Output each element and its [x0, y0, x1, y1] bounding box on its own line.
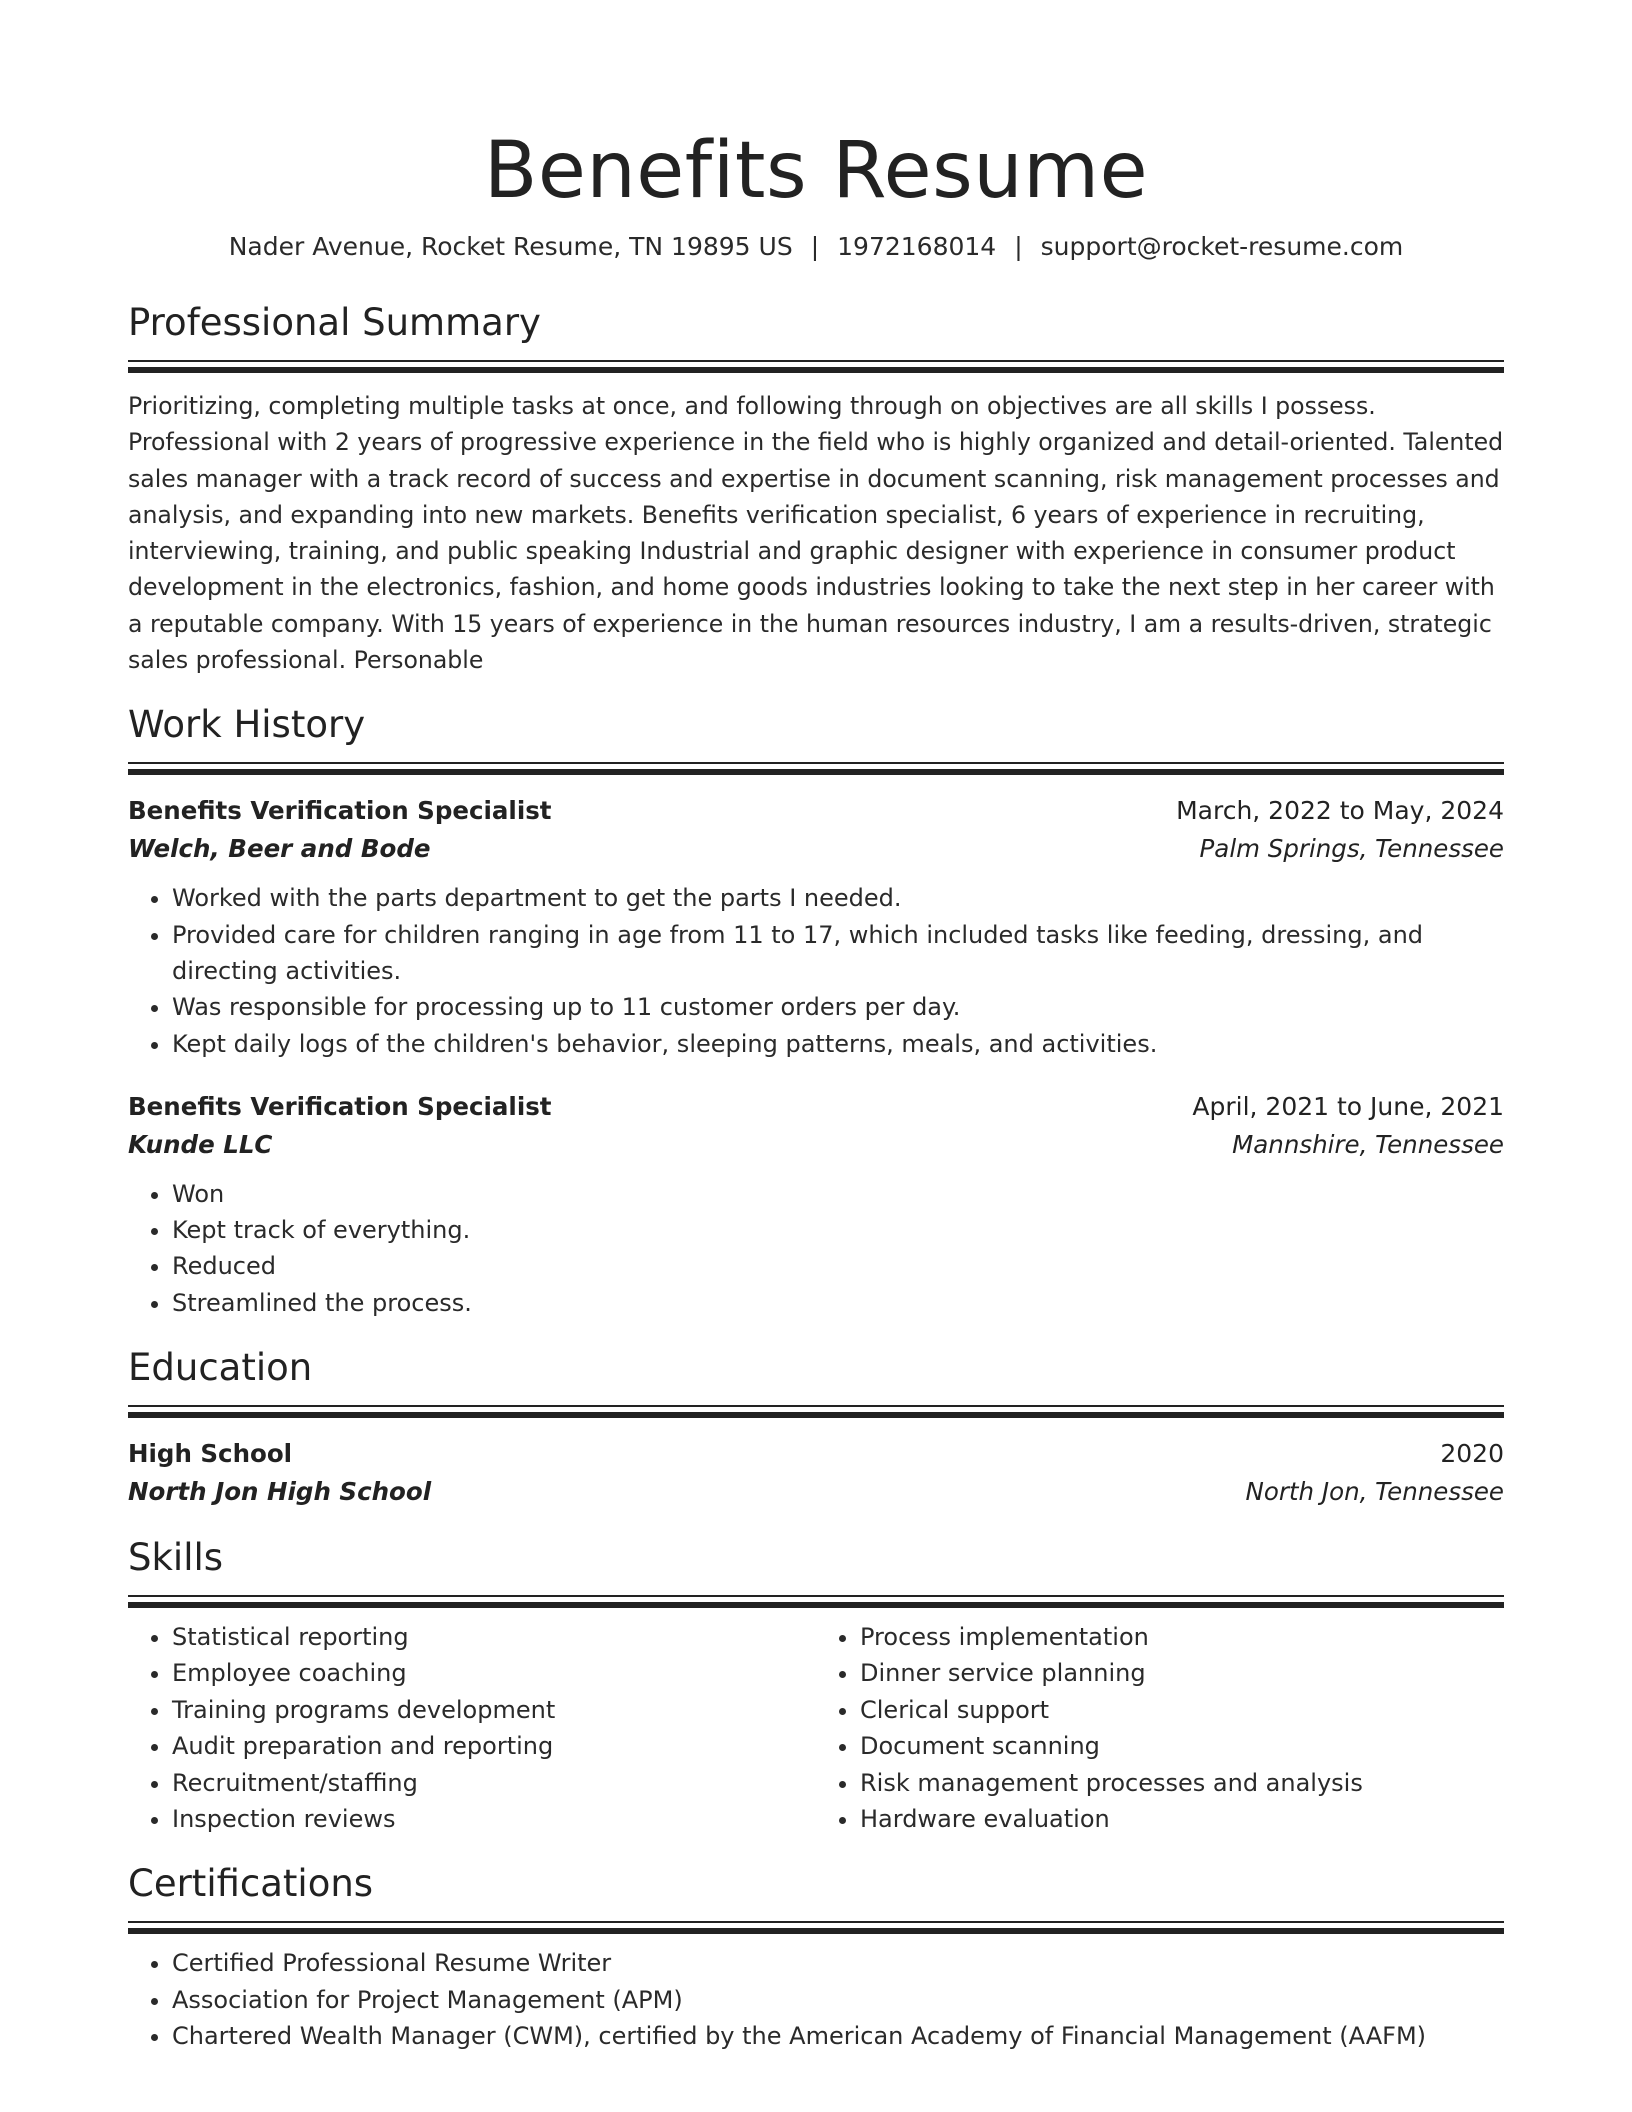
skills-grid [128, 1619, 1504, 1837]
graduation-year: 2020 [1440, 1439, 1504, 1469]
list-item: • Audit preparation and reporting [172, 1728, 816, 1764]
list-item: • Worked with the parts department to get the parts I needed. [172, 880, 1504, 916]
list-item: • Provided care for children ranging in age from 11 to 17, which included tasks like feeding, dressing, and directing activities. [172, 917, 1504, 990]
contact-address: Nader Avenue, Rocket Resume, TN 19895 US [228, 232, 793, 261]
summary-section-header [128, 298, 1504, 374]
work-section-header [128, 700, 1504, 776]
section-title-work: Work History [128, 703, 366, 747]
list-item: • Hardware evaluation [860, 1801, 1504, 1837]
list-item: • Training programs development [172, 1692, 816, 1728]
degree: High School [128, 1439, 293, 1469]
job-dates: March, 2022 to May, 2024 [1176, 796, 1504, 826]
contact-separator: | [1014, 232, 1023, 261]
job-bullets [128, 880, 1504, 1061]
section-divider [128, 360, 1504, 374]
list-item: • Was responsible for processing up to 11 customer orders per day. [172, 989, 1504, 1025]
contact-separator: | [810, 232, 820, 261]
education-section-header [128, 1343, 1504, 1419]
education-entry-subheader [128, 1473, 1504, 1511]
certifications-list [128, 1945, 1504, 2054]
school-name: North Jon High School [128, 1477, 432, 1507]
job-title: Benefits Verification Specialist [128, 796, 552, 826]
list-item: • Kept track of everything. [172, 1212, 1504, 1248]
section-title-certifications: Certifications [128, 1862, 374, 1906]
school-location: North Jon, Tennessee [1245, 1477, 1504, 1507]
skills-section-header [128, 1533, 1504, 1609]
resume-title: Benefits Resume [483, 126, 1149, 216]
company-name: Kunde LLC [128, 1129, 273, 1159]
list-item: • Employee coaching [172, 1655, 816, 1691]
skills-list-right [816, 1619, 1504, 1837]
list-item: • Inspection reviews [172, 1801, 816, 1837]
resume-page [128, 0, 1504, 2054]
list-item: • Association for Project Management (APM) [172, 1982, 1504, 2018]
job-location: Mannshire, Tennessee [1232, 1129, 1504, 1159]
list-item: • Recruitment/staffing [172, 1765, 816, 1801]
work-entry-subheader [128, 1126, 1504, 1164]
job-dates: April, 2021 to June, 2021 [1192, 1091, 1504, 1121]
section-divider [128, 1405, 1504, 1419]
education-entry-header [128, 1435, 1504, 1473]
list-item: • Kept daily logs of the children's behavior, sleeping patterns, meals, and activities. [172, 1026, 1504, 1062]
work-entry-header [128, 1088, 1504, 1126]
list-item: • Dinner service planning [860, 1655, 1504, 1691]
list-item: • Chartered Wealth Manager (CWM), certified by the American Academy of Financial Management (AAFM) [172, 2018, 1504, 2054]
section-divider [128, 762, 1504, 776]
list-item: • Document scanning [860, 1728, 1504, 1764]
company-name: Welch, Beer and Bode [128, 834, 431, 864]
contact-phone: 1972168014 [837, 232, 997, 261]
list-item: • Certified Professional Resume Writer [172, 1945, 1504, 1981]
summary-text: Prioritizing, completing multiple tasks at once, and following through on objectives are all skills I possess. Professional with 2 years of progressive experience in the field who is highly organized and detail-oriented. Talented sales manager with a track record of success and expertise in document scanning, risk management processes and analysis, and expanding into new markets. Benefits verification specialist, 6 years of experience in recruiting, interviewing, training, and public speaking Industrial and graphic designer with experience in consumer product development in the electronics, fashion, and home goods industries looking to take the next step in her career with a reputable company. With 15 years of experience in the human resources industry, I am a results-driven, strategic sales professional. Personable [128, 392, 1504, 675]
section-divider [128, 1921, 1504, 1935]
list-item: • Statistical reporting [172, 1619, 816, 1655]
work-entry [128, 1088, 1504, 1321]
section-title-education: Education [128, 1346, 313, 1390]
section-title-skills: Skills [128, 1536, 224, 1580]
section-title-summary: Professional Summary [128, 301, 541, 344]
job-title: Benefits Verification Specialist [128, 1091, 552, 1121]
list-item: • Risk management processes and analysis [860, 1765, 1504, 1801]
section-divider [128, 1595, 1504, 1609]
job-location: Palm Springs, Tennessee [1199, 834, 1504, 864]
contact-email: support@rocket-resume.com [1040, 232, 1404, 261]
work-entry-subheader [128, 830, 1504, 868]
work-entry [128, 792, 1504, 1061]
work-entry-header [128, 792, 1504, 830]
list-item: • Clerical support [860, 1692, 1504, 1728]
skills-list-left [128, 1619, 816, 1837]
job-bullets [128, 1176, 1504, 1321]
list-item: • Reduced [172, 1248, 1504, 1284]
education-entry [128, 1435, 1504, 1511]
list-item: • Process implementation [860, 1619, 1504, 1655]
contact-line [128, 230, 1504, 264]
certifications-section-header [128, 1859, 1504, 1935]
list-item: • Won [172, 1176, 1504, 1212]
list-item: • Streamlined the process. [172, 1285, 1504, 1321]
